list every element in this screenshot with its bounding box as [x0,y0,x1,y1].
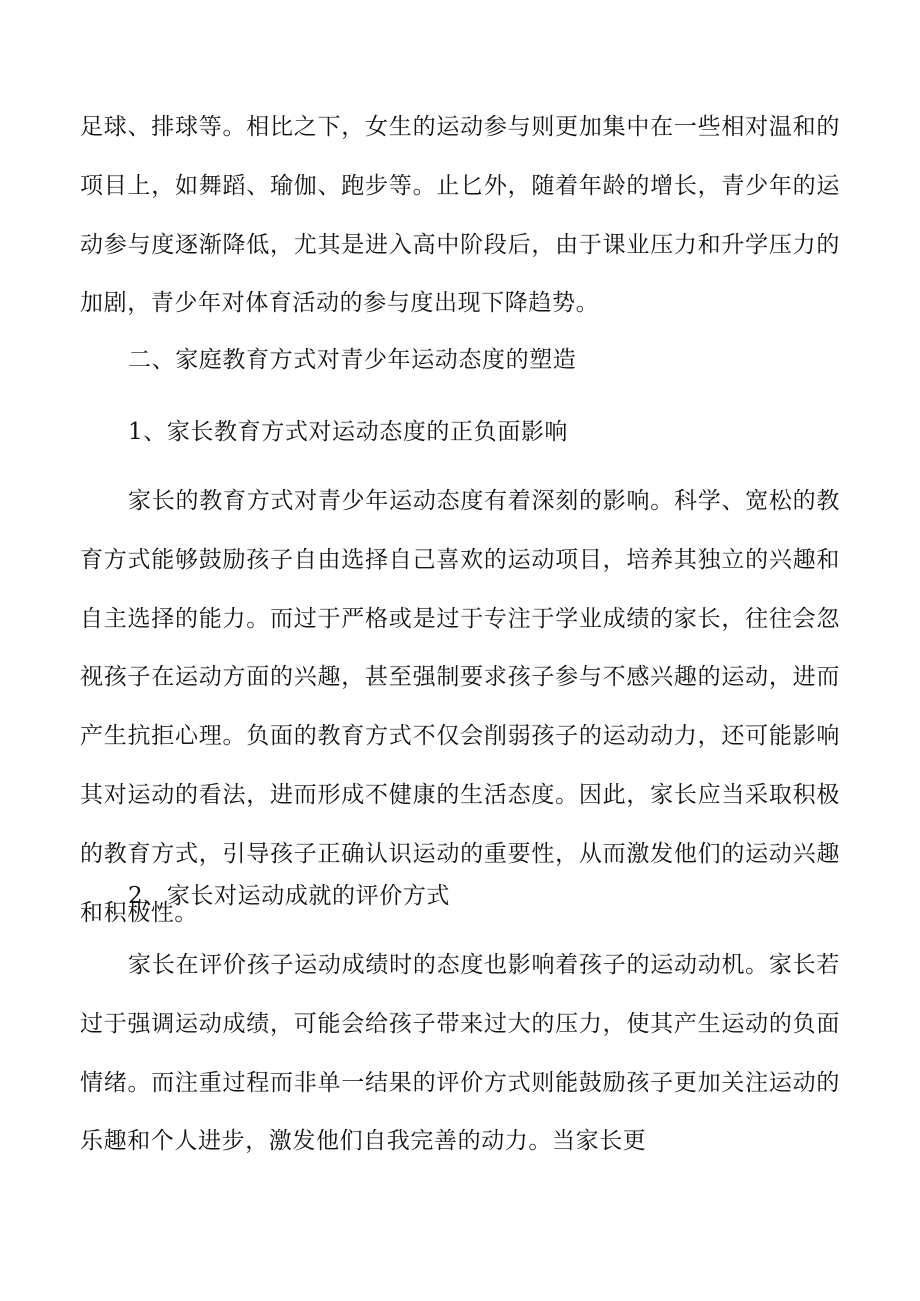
section-heading: 二、家庭教育方式对青少年运动态度的塑造 [128,347,577,373]
subheading-parenting-style: 1、家长教育方式对运动态度的正负面影响 [128,419,569,445]
subheading-evaluation: 2、家长对运动成就的评价方式 [128,883,451,909]
continued-paragraph: 足球、排球等。相比之下，女生的运动参与则更加集中在一些相对温和的项目上，如舞蹈、瑜伽、跑步等。止匕外，随着年龄的增长，青少年的运动参与度逐渐降低，尤其是进入高中阶段后，由于课业压力和升学压力的加剧，青少年对体育活动的参与度出现下降趋势。 [80,114,840,317]
paragraph-parenting-style: 家长的教育方式对青少年运动态度有着深刻的影响。科学、宽松的教育方式能够鼓励孩子自由选择自己喜欢的运动项目，培养其独立的兴趣和自主选择的能力。而过于严格或是过于专注于学业成绩的家长，往往会忽视孩子在运动方面的兴趣，甚至强制要求孩子参与不感兴趣的运动，进而产生抗拒心理。负面的教育方式不仅会削弱孩子的运动动力，还可能影响其对运动的看法，进而形成不健康的生活态度。因此，家长应当采取积极的教育方式，引导孩子正确认识运动的重要性，从而激发他们的运动兴趣和积极性。 [80,488,840,926]
paragraph-evaluation: 家长在评价孩子运动成绩时的态度也影响着孩子的运动动机。家长若过于强调运动成绩，可能会给孩子带来过大的压力，使其产生运动的负面情绪。而注重过程而非单一结果的评价方式则能鼓励孩子更加关注运动的乐趣和个人进步，激发他们自我完善的动力。当家长更 [80,952,840,1155]
